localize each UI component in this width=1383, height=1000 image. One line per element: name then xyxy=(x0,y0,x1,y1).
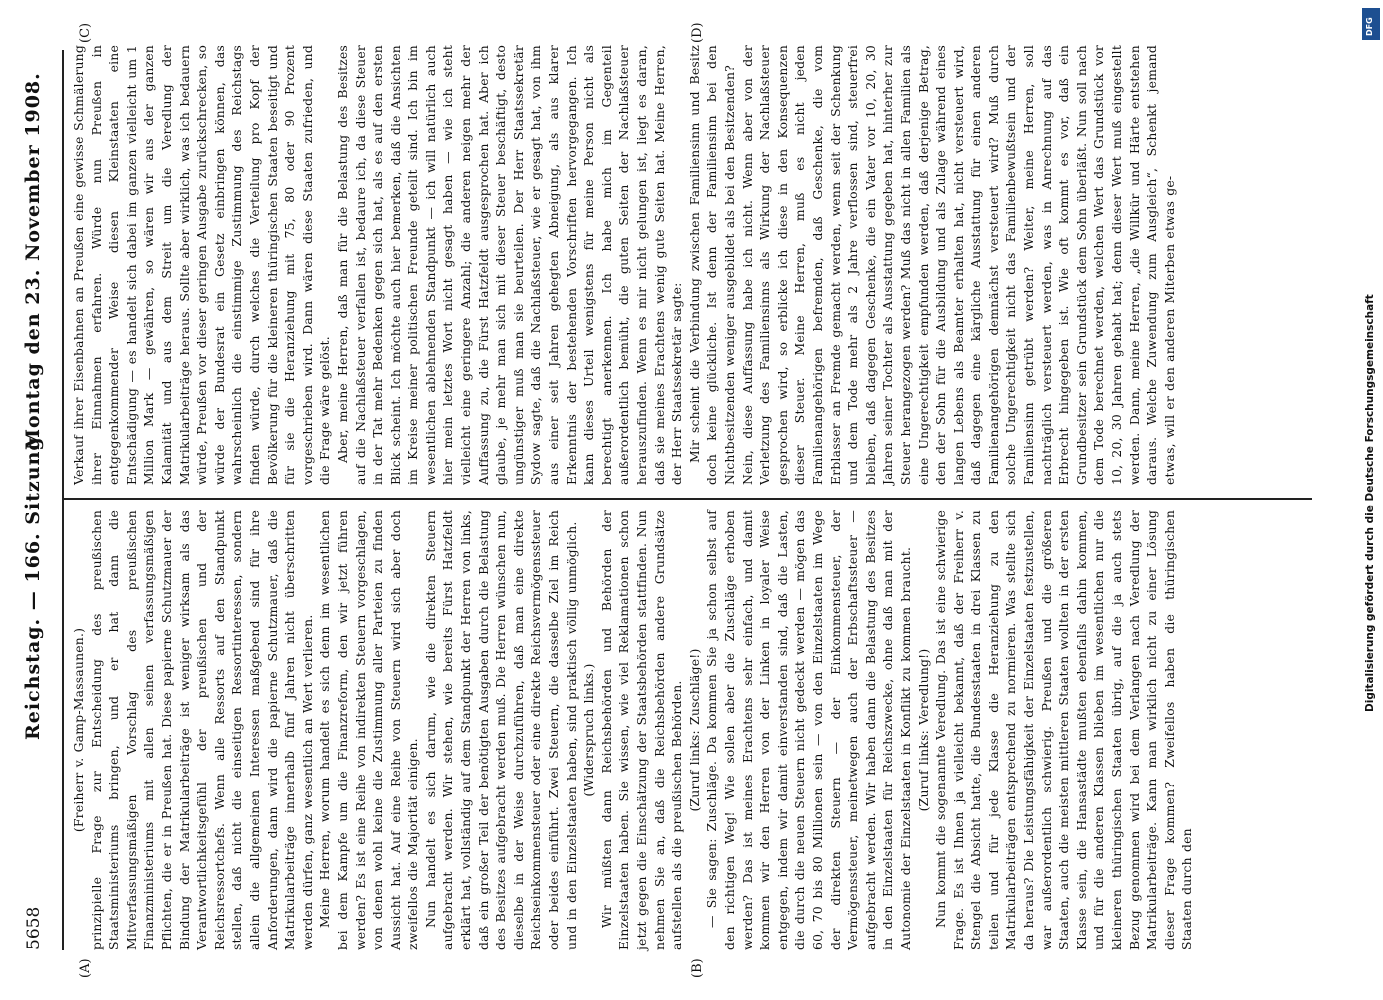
column-divider xyxy=(62,498,1312,500)
paragraph: Wir müßten dann Reichsbehörden und Behörden der Einzelstaaten haben. Sie wissen, wie viel Reklamationen schon jetzt gegen die Einschätzung der Staatsbehörden stattfinden. Nun nehmen Sie an, daß die Reichsbehörden andere Grundsätze aufstellen als die preußischen Behörden. xyxy=(598,510,685,950)
paragraph: Verkauf ihrer Eisenbahnen an Preußen eine gewisse Schmälerung ihrer Einnahmen erfahren. Würde nun Preußen in entgegenkommender Weise diesen Kleinstaaten eine Entschädigung — es handelt sich dabei im ganzen vielleicht um 1 Million Mark — gewähren, so wären wir aus der ganzen Kalamität und aus dem Streit um die Veredlung der Matrikularbeiträge heraus. Sollte aber wirklich, was ich bedauern würde, Preußen vor dieser geringen Ausgabe zurückschrecken, so würde der Bundesrat ein Gesetz einbringen können, das wahrscheinlich die einstimmige Zustimmung des Reichstags finden würde, durch welches die Verteilung pro Kopf der Bevölkerung für die kleineren thüringischen Staaten beseitigt und für sie die Heranziehung mit 75, 80 oder 90 Prozent vorgeschrieben wird. Dann wären diese Staaten zufrieden, und die Frage wäre gelöst. xyxy=(71,45,333,485)
paragraph: Nein, diese Auffassung habe ich nicht. Wenn aber von der Verletzung des Familiensinns als Wirkung der Nachlaßsteuer gesprochen wird, so erblicke ich diese in den Konsequenzen dieser Steuer. Meine Herren, muß es nicht jeden Familienangehörigen befremden, daß Geschenke, die vom Erblasser an Fremde gemacht werden, wenn seit der Schenkung und dem Tode mehr als 2 Jahre verflossen sind, steuerfrei bleiben, daß dagegen Geschenke, die ein Vater vor 10, 20, 30 Jahren seiner Tochter als Ausstattung gegeben hat, hinterher zur Steuer herangezogen werden? Muß das nicht in allen Familien als eine Ungerechtigkeit empfunden werden, daß derjenige Betrag, den der Sohn für die Ausbildung und als Zulage während eines langen Lebens als Beamter erhalten hat, nicht versteuert wird, daß dagegen eine kärgliche Ausstattung für einen anderen Familienangehörigen demnächst versteuert wird? Muß durch solche Ungerechtigkeit nicht das Familienbewußtsein und der Familiensinn getrübt werden? Weiter, meine Herren, soll nachträglich versteuert werden, was in Anrechnung auf das Erbrecht hingegeben ist. Wie oft kommt es vor, daß ein Grundbesitzer sein Grundstück dem Sohn überläßt. Nun soll nach dem Tode berechnet werden, welchen Wert das Grundstück vor 10, 20, 30 Jahren gehabt hat; denn dieser Wert muß eingestellt werden. Dann, meine Herren, „die Willkür und Härte entstehen daraus. Welche Zuwendung zum Ausgleich“, Schenkt jemand etwas, will er den anderen Miterben etwas ge- xyxy=(739,45,1177,485)
quotation: Mir scheint die Verbindung zwischen Familiensinn und Besitz doch keine glückliche. Ist denn der Familiensinn bei den Nichtbesitzenden weniger ausgebildet als bei den Besitzenden? xyxy=(686,45,737,485)
page-number: 5658 xyxy=(24,906,44,950)
paragraph: prinzipielle Frage zur Entscheidung des preußischen Staatsministeriums bringen, und er hat dann die Mitverfassungsmäßigen Vorschlag des preußischen Finanzministeriums mit allen seinen verfassungsmäßigen Pflichten, die er in Preußen hat. Diese papierne Schutzmauer der Bindung der Matrikularbeiträge ist weniger wirksam als das Verantwortlichkeitsgefühl der preußischen und der Reichsressortchefs. Wenn alle Ressorts auf den Standpunkt stellen, daß nicht die einseitigen Ressortinteressen, sondern allein die allgemeinen Interessen maßgebend sind für ihre Anforderungen, dann wird die papierne Schutzmauer, daß die Matrikularbeiträge innerhalb fünf Jahren nicht überschritten werden dürfen, ganz wesentlich an Wert verlieren. xyxy=(88,510,315,950)
paragraph: — Sie sagen: Zuschläge. Da kommen Sie ja schon selbst auf den richtigen Weg! Wie sollen aber die Zuschläge erhoben werden? Das ist meines Erachtens sehr einfach, und damit kommen wir den Herren von der Linken in loyaler Weise entgegen, indem wir damit einverstanden sind, daß die Lasten, die durch die neuen Steuern nicht gedeckt werden — mögen das 60, 70 bis 80 Millionen sein — von den Einzelstaaten im Wege der direkten Steuern — der Einkommensteuer, der Vermögenssteuer, meinetwegen auch der Erbschaftssteuer — aufgebracht werden. Wir haben dann die Belastung des Besitzes in den Einzelstaaten für Reichszwecke, ohne daß man mit der Autonomie der Einzelstaaten in Konflikt zu kommen braucht. xyxy=(704,510,913,950)
page-header xyxy=(18,50,58,950)
paragraph: Aber, meine Herren, daß man für die Belastung des Besitzes auf die Nachlaßsteuer verfallen ist, bedaure ich, da diese Steuer in der Tat mehr Bedenken gegen sich hat, als es auf den ersten Blick scheint. Ich möchte auch hier bemerken, daß die Ansichten im Kreise meiner politischen Freunde geteilt sind. Ich bin im wesentlichen ablehnenden Standpunkt — ich will natürlich auch hier mein letztes Wort nicht gesagt haben — wie ich steht vielleicht eine geringere Anzahl; die anderen neigen mehr der Auffassung zu, die Fürst Hatzfeldt ausgesprochen hat. Aber ich glaube, je mehr man sich mit dieser Steuer beschäftigt, desto ungünstiger muß man sie beurteilen. Der Herr Staatssekretär Sydow sagte, daß die Nachlaßsteuer, wie er gesagt hat, von ihm aus einer seit Jahren gehegten Abneigung, als aus klarer Erkenntnis der bestehenden Vorschriften hervorgegangen. Ich kann dieses Urteil wenigstens für meine Person nicht als berechtigt anerkennen. Ich habe mich im Gegenteil außerordentlich bemüht, die guten Seiten der Nachlaßsteuer herauszufinden. Wenn es mir nicht gelungen ist, liegt es daran, daß sie meines Erachtens wenig gute Seiten hat. Meine Herren, der Herr Staatssekretär sagte: xyxy=(334,45,685,485)
digitization-credit xyxy=(1358,12,1382,992)
margin-marker-b: (B) xyxy=(690,958,705,978)
paragraph: Nun kommt die sogenannte Veredlung. Das ist eine schwierige Frage. Es ist Ihnen ja vielleicht bekannt, daß der Freiherr v. Stengel die Absicht hatte, die Bundesstaaten in drei Klassen zu teilen und für jede Klasse die Heranziehung zu den Matrikularbeiträgen entsprechend zu normieren. Was stellte sich da heraus? Die Leistungsfähigkeit der Einzelstaaten festzustellen, war außerordentlich schwierig. Preußen und die größeren Staaten, auch die meisten mittleren Staaten wollten in der ersten Klasse sein, die Hansastädte mußten ebenfalls dahin kommen, und für die anderen Klassen blieben im wesentlichen nur die kleineren thüringischen Staaten übrig, auf die ja auch stets Bezug genommen wird bei dem Verlangen nach Veredlung der Matrikularbeiträge. Kann man wirklich nicht zu einer Lösung dieser Frage kommen? Zweifellos haben die thüringischen Staaten durch den xyxy=(933,510,1195,950)
header-rule xyxy=(62,50,64,950)
paragraph: Meine Herren, worum handelt es sich denn im wesentlichen bei dem Kampfe um die Finanzreform, den wir jetzt führen werden? Es ist eine Reihe von indirekten Steuern vorgeschlagen, von denen wohl keine die Zustimmung aller Parteien zu finden Aussicht hat. Auf eine Reihe von Steuern wird sich aber doch zweifellos die Majorität einigen. xyxy=(317,510,421,950)
margin-marker-c: (C) xyxy=(78,22,93,43)
margin-marker-d: (D) xyxy=(690,22,705,43)
credit-text: Digitalisierung gefördert durch die Deutsche Forschungsgemeinschaft xyxy=(1364,294,1376,712)
interjection: (Zuruf links: Veredlung!) xyxy=(915,648,931,812)
right-text-column xyxy=(70,45,1178,485)
session-title: Reichstag. — 166. Sitzung. xyxy=(22,428,44,740)
dfg-logo: DFG xyxy=(1362,8,1380,40)
paragraph: Nun handelt es sich darum, wie die direkten Steuern aufgebracht werden. Wir stehen, wie bereits Fürst Hatzfeldt erklärt hat, vollständig auf dem Standpunkt der Herren von links, daß ein großer Teil der benötigten Ausgaben durch die Belastung des Besitzes aufgebracht werden muß. Die Herren wünschen nun, dieselbe in der Weise durchzuführen, daß man eine direkte Reichseinkommensteuer oder eine direkte Reichsvermögenssteuer oder beides einführt. Zwei Steuern, die dasselbe Ziel im Reich und in den Einzelstaaten haben, sind praktisch völlig unmöglich. xyxy=(422,510,579,950)
speaker-line: (Freiherr v. Gamp-Massaunen.) xyxy=(71,627,86,833)
interjection: (Zuruf links: Zuschläge!) xyxy=(686,648,702,812)
interjection: (Widerspruch links.) xyxy=(581,663,597,797)
left-text-column xyxy=(70,510,1196,950)
session-date: Montag den 23. November 1908. xyxy=(22,72,44,450)
margin-marker-a: (A) xyxy=(78,958,93,978)
